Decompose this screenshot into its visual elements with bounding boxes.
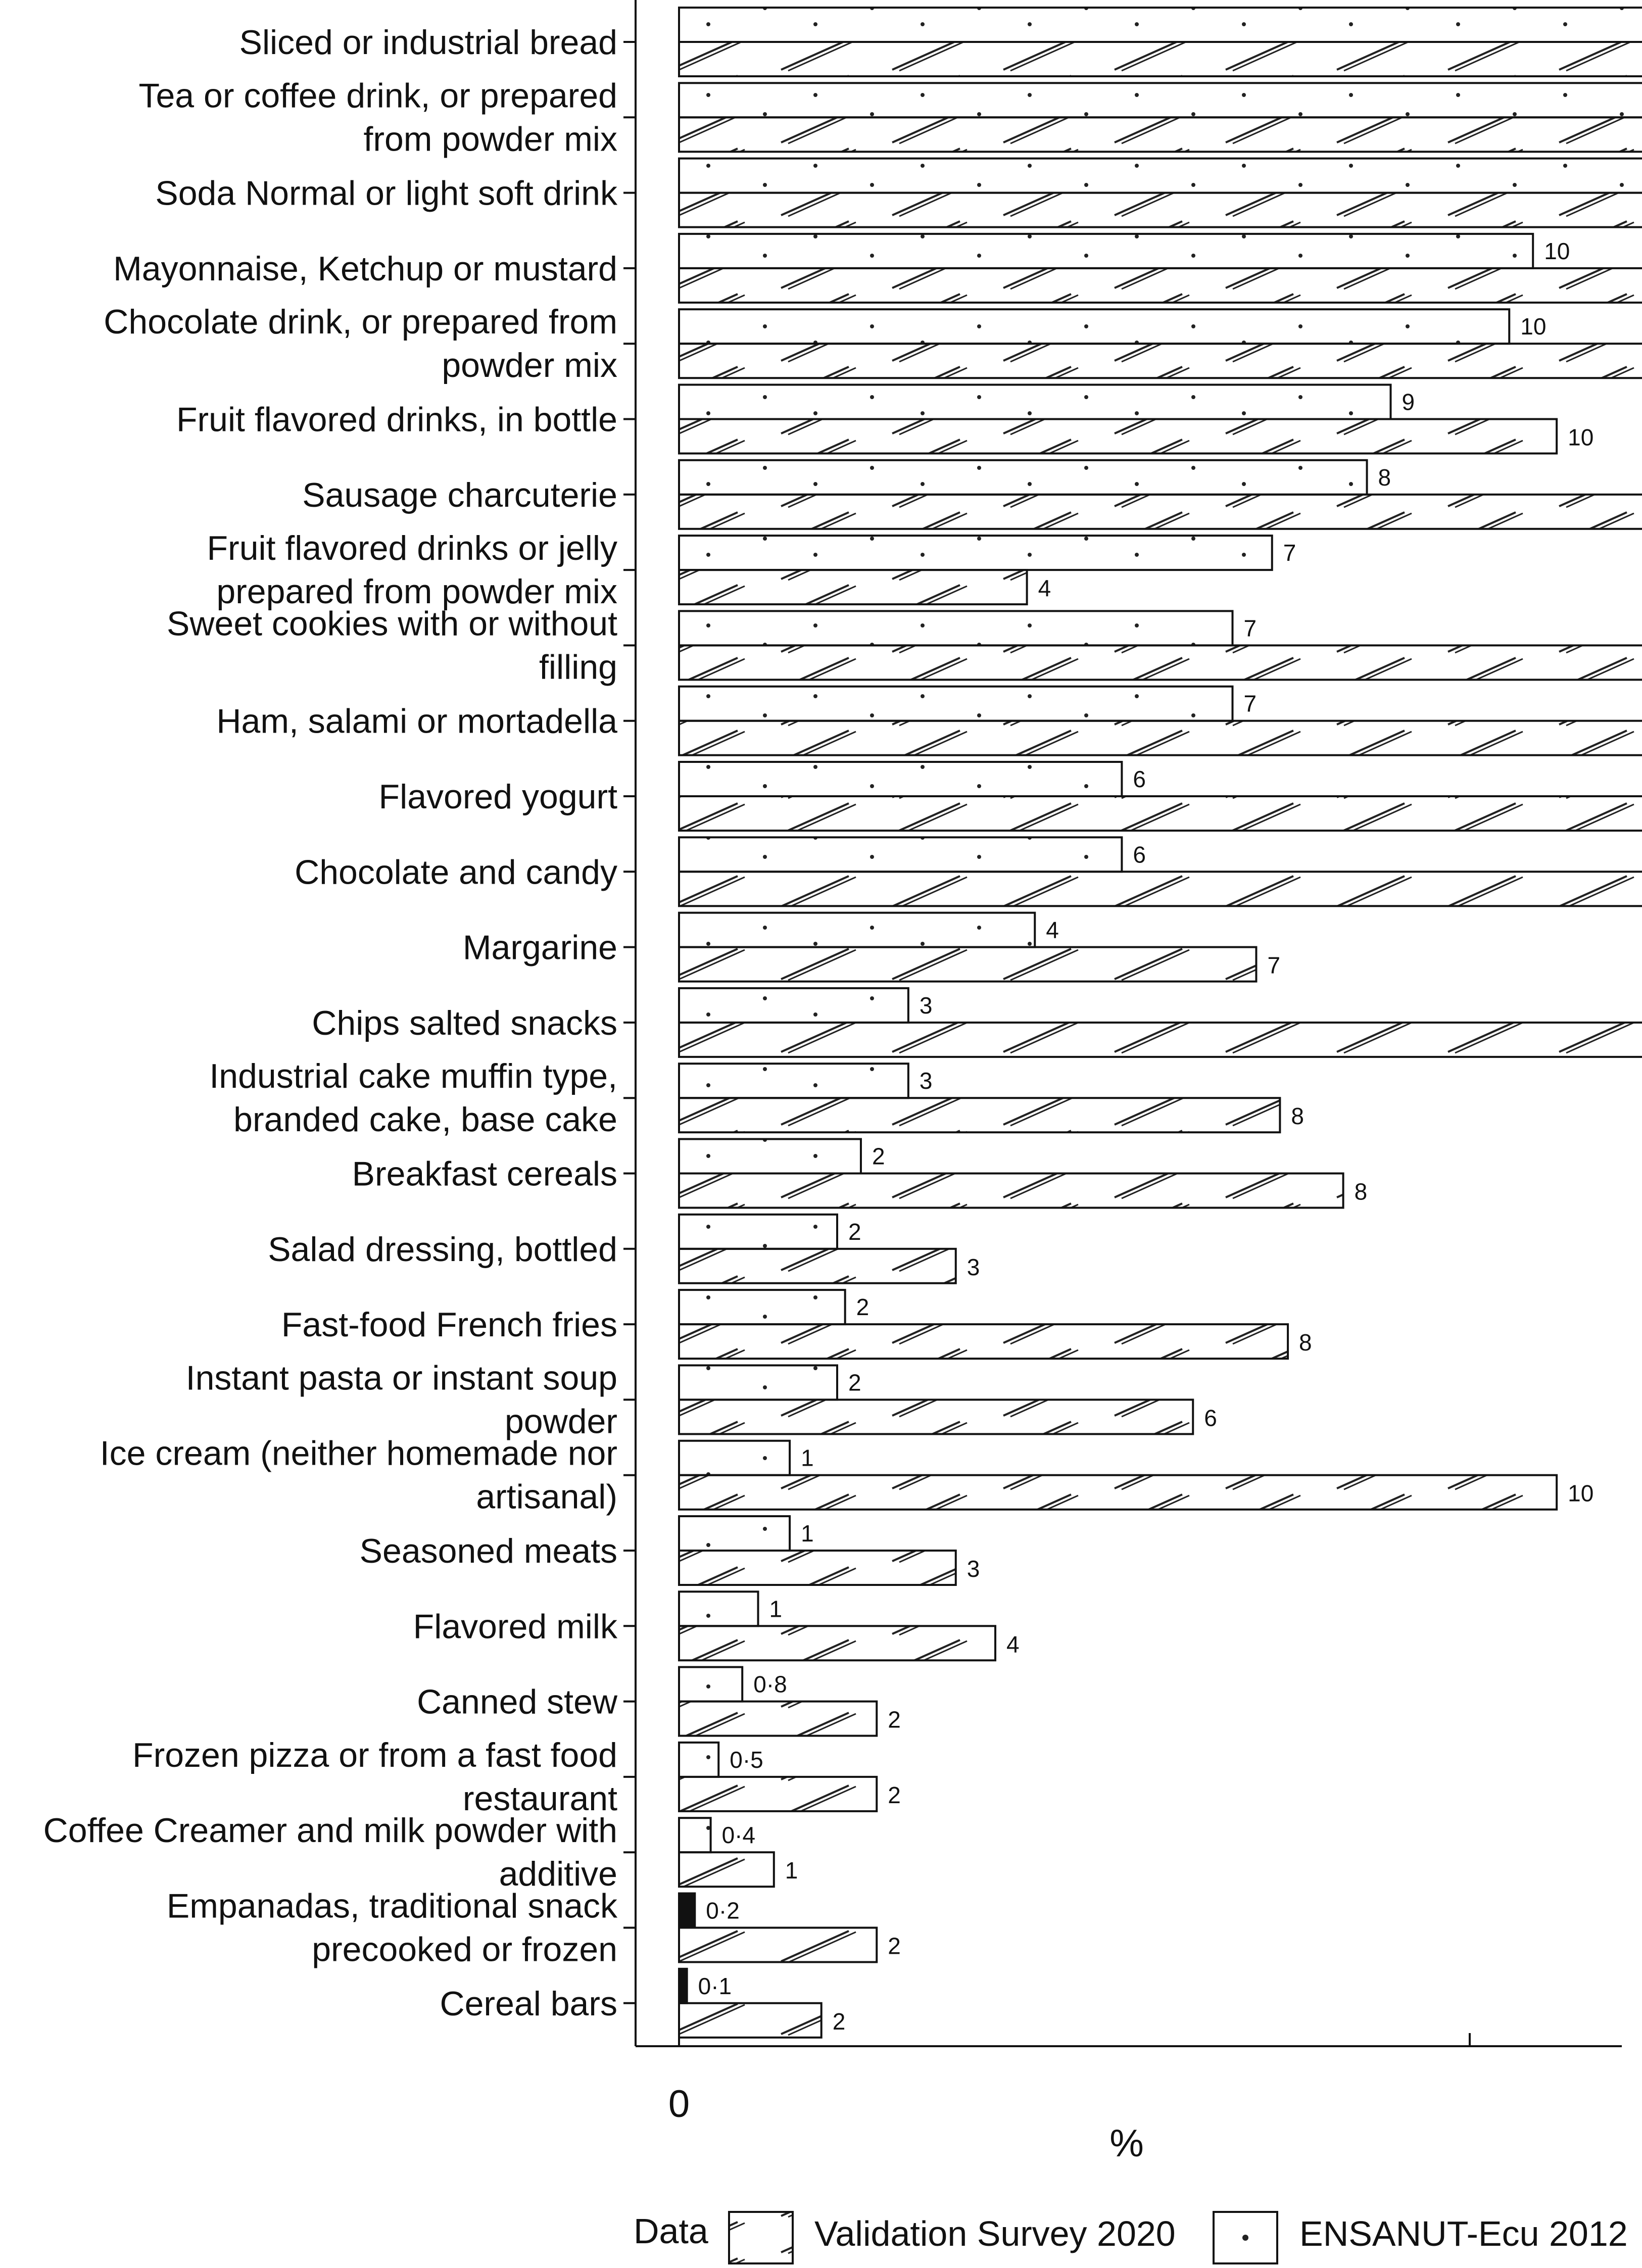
value-label-ensanut: 7 — [1243, 690, 1257, 717]
bar-ensanut-2012 — [679, 1818, 711, 1852]
category-label: Sliced or industrial bread — [239, 23, 617, 62]
category-label: Frozen pizza or from a fast food — [132, 1735, 617, 1774]
category-label: Chips salted snacks — [312, 1003, 617, 1042]
value-label-ensanut: 9 — [1402, 389, 1415, 415]
category-label: Fruit flavored drinks or jelly — [207, 529, 617, 568]
bar-validation-2020 — [679, 117, 1642, 152]
bar-validation-2020 — [679, 495, 1642, 529]
bar-validation-2020 — [679, 1551, 956, 1585]
category-label: Coffee Creamer and milk powder with — [43, 1811, 617, 1850]
category-label: Flavored yogurt — [378, 778, 617, 816]
bar-validation-2020 — [679, 645, 1642, 680]
value-label-ensanut: 0·4 — [721, 1822, 756, 1849]
bar-ensanut-2012 — [679, 536, 1272, 570]
value-label-ensanut: 6 — [1133, 766, 1146, 792]
category-label: Ice cream (neither homemade nor — [100, 1434, 617, 1473]
value-label-validation: 10 — [1568, 424, 1594, 451]
bar-validation-2020 — [679, 1098, 1280, 1132]
category-label: Sausage charcuterie — [302, 475, 617, 514]
value-label-validation: 10 — [1568, 1480, 1594, 1507]
bar-validation-2020 — [679, 872, 1642, 906]
bar-validation-2020 — [679, 2003, 822, 2038]
bar-validation-2020 — [679, 570, 1027, 604]
bar-ensanut-2012 — [679, 1215, 837, 1249]
bar-validation-2020 — [679, 1174, 1343, 1208]
bar-ensanut-2012 — [679, 1365, 837, 1400]
bar-validation-2020 — [679, 1400, 1193, 1434]
bar-ensanut-2012 — [679, 460, 1367, 495]
value-label-validation: 2 — [832, 2008, 846, 2035]
category-label: from powder mix — [363, 120, 617, 159]
category-label: prepared from powder mix — [216, 572, 617, 611]
legend-swatch-ensanut-dot — [1242, 2235, 1248, 2241]
value-label-validation: 8 — [1354, 1178, 1368, 1205]
value-label-validation: 8 — [1291, 1103, 1304, 1130]
value-label-validation: 1 — [785, 1857, 798, 1884]
value-label-ensanut: 7 — [1243, 615, 1257, 642]
bar-ensanut-2012 — [679, 687, 1233, 721]
value-label-ensanut: 10 — [1544, 237, 1570, 264]
bar-validation-2020 — [679, 721, 1642, 755]
bar-validation-2020 — [679, 268, 1642, 303]
category-label: Fruit flavored drinks, in bottle — [176, 400, 617, 439]
bar-ensanut-2012 — [679, 611, 1233, 645]
bar-ensanut-2012 — [679, 234, 1533, 268]
bar-ensanut-2012 — [679, 1516, 790, 1551]
value-label-ensanut: 8 — [1378, 464, 1391, 491]
value-label-validation: 7 — [1267, 952, 1281, 979]
bar-validation-2020 — [679, 419, 1557, 454]
value-label-ensanut: 4 — [1046, 916, 1059, 943]
value-label-validation: 6 — [1204, 1405, 1217, 1431]
category-label: Industrial cake muffin type, — [209, 1057, 617, 1096]
bar-ensanut-2012 — [679, 1894, 695, 1928]
bar-validation-2020 — [679, 1702, 877, 1736]
category-label: Flavored milk — [413, 1607, 617, 1646]
value-label-ensanut: 1 — [801, 1520, 814, 1547]
bar-ensanut-2012 — [679, 1139, 861, 1174]
value-label-ensanut: 1 — [801, 1444, 814, 1471]
bar-ensanut-2012 — [679, 83, 1642, 117]
value-label-ensanut: 2 — [848, 1369, 861, 1396]
legend-label-validation: Validation Survey 2020 — [814, 2214, 1176, 2253]
category-label: Canned stew — [417, 1682, 617, 1721]
bar-validation-2020 — [679, 1324, 1288, 1359]
bar-ensanut-2012 — [679, 1743, 718, 1777]
legend-label-ensanut: ENSANUT-Ecu 2012 — [1299, 2214, 1628, 2253]
bar-ensanut-2012 — [679, 913, 1035, 947]
value-label-ensanut: 6 — [1133, 841, 1146, 868]
category-label: filling — [539, 648, 617, 687]
bar-validation-2020 — [679, 1777, 877, 1811]
bar-validation-2020 — [679, 42, 1642, 76]
bar-validation-2020 — [679, 193, 1642, 227]
value-label-validation: 4 — [1038, 575, 1051, 602]
category-label: Chocolate drink, or prepared from — [104, 303, 617, 342]
value-label-validation: 4 — [1006, 1631, 1020, 1658]
bar-validation-2020 — [679, 1626, 995, 1660]
category-label: Chocolate and candy — [295, 853, 617, 892]
category-label: Salad dressing, bottled — [268, 1230, 617, 1269]
category-label: additive — [499, 1855, 617, 1894]
bar-validation-2020 — [679, 344, 1642, 378]
category-label: Ham, salami or mortadella — [216, 702, 617, 741]
bars — [679, 8, 1642, 2038]
bar-ensanut-2012 — [679, 159, 1642, 193]
legend-swatch-validation — [729, 2212, 793, 2263]
value-label-ensanut: 2 — [872, 1143, 885, 1170]
category-label: powder — [504, 1402, 617, 1441]
bar-ensanut-2012 — [679, 1969, 687, 2003]
bar-validation-2020 — [679, 1475, 1557, 1510]
bar-ensanut-2012 — [679, 8, 1642, 42]
value-label-ensanut: 0·1 — [698, 1972, 732, 1999]
category-label: Cereal bars — [440, 1984, 617, 2023]
bar-ensanut-2012 — [679, 1591, 758, 1626]
value-label-ensanut: 0·5 — [730, 1746, 763, 1773]
bar-ensanut-2012 — [679, 1064, 908, 1098]
category-label: powder mix — [442, 346, 617, 385]
bar-validation-2020 — [679, 1249, 956, 1283]
bar-ensanut-2012 — [679, 1441, 790, 1475]
bar-ensanut-2012 — [679, 1290, 845, 1324]
value-label-validation: 2 — [888, 1933, 901, 1959]
bar-ensanut-2012 — [679, 837, 1122, 872]
value-label-ensanut: 10 — [1520, 313, 1547, 340]
category-label: artisanal) — [476, 1477, 617, 1516]
value-label-validation: 3 — [967, 1556, 980, 1582]
bar-validation-2020 — [679, 947, 1256, 982]
category-label: Soda Normal or light soft drink — [155, 174, 617, 213]
bar-validation-2020 — [679, 1928, 877, 1962]
value-label-validation: 8 — [1299, 1329, 1312, 1356]
value-label-ensanut: 2 — [848, 1218, 861, 1245]
category-label: restaurant — [462, 1779, 617, 1818]
x-axis-title: % — [1109, 2122, 1144, 2165]
category-label: Fast-food French fries — [281, 1306, 617, 1344]
category-label: precooked or frozen — [312, 1930, 617, 1969]
legend — [634, 2211, 1628, 2263]
category-label: branded cake, base cake — [233, 1100, 617, 1139]
bar-ensanut-2012 — [679, 385, 1391, 419]
category-label: Breakfast cereals — [352, 1154, 617, 1193]
bar-ensanut-2012 — [679, 988, 908, 1023]
category-label: Seasoned meats — [359, 1532, 617, 1570]
value-label-ensanut: 0·2 — [706, 1897, 740, 1924]
category-label: Margarine — [462, 928, 617, 967]
bar-validation-2020 — [679, 1023, 1642, 1057]
x-tick-label: 0 — [668, 2083, 690, 2126]
value-label-validation: 3 — [967, 1253, 980, 1280]
category-label: Empanadas, traditional snack — [166, 1887, 617, 1925]
category-label: Sweet cookies with or without — [167, 604, 617, 643]
bar-validation-2020 — [679, 1852, 774, 1887]
bar-ensanut-2012 — [679, 762, 1122, 796]
category-label: Instant pasta or instant soup — [185, 1359, 617, 1397]
value-label-ensanut: 3 — [919, 1068, 933, 1094]
legend-title: Data — [634, 2211, 708, 2251]
bar-ensanut-2012 — [679, 1667, 742, 1702]
value-label-validation: 2 — [888, 1706, 901, 1733]
category-label: Mayonnaise, Ketchup or mustard — [113, 249, 617, 288]
value-label-ensanut: 3 — [919, 992, 933, 1019]
value-label-validation: 2 — [888, 1781, 901, 1808]
value-label-ensanut: 0·8 — [753, 1671, 787, 1698]
bar-validation-2020 — [679, 796, 1642, 831]
value-label-ensanut: 2 — [856, 1294, 870, 1321]
value-label-ensanut: 1 — [769, 1596, 783, 1622]
bar-ensanut-2012 — [679, 309, 1509, 344]
category-label: Tea or coffee drink, or prepared — [138, 76, 617, 115]
value-label-ensanut: 7 — [1283, 540, 1296, 566]
